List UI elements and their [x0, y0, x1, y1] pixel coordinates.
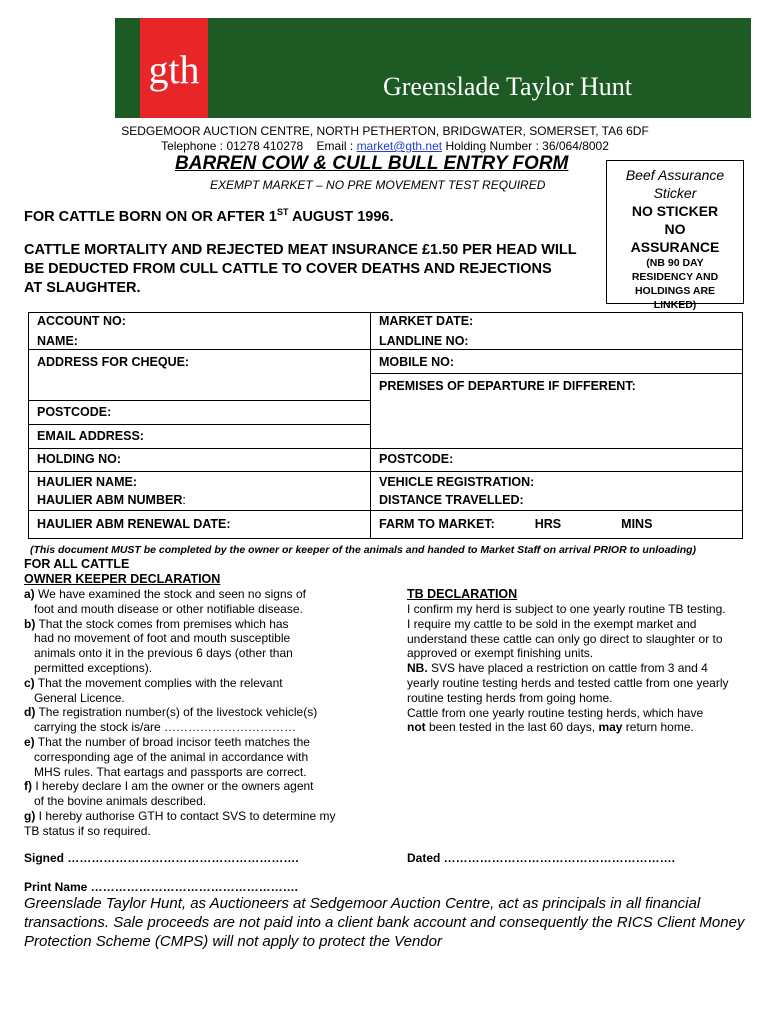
haulier-name-label: HAULIER NAME:	[37, 475, 137, 489]
company-name: Greenslade Taylor Hunt	[383, 72, 632, 101]
born-after-sup: ST	[276, 207, 289, 217]
declaration-item-key: b)	[24, 616, 36, 631]
insurance-line-1: CATTLE MORTALITY AND REJECTED MEAT INSURANCE £1.50 PER HEAD WILL	[24, 242, 577, 258]
declaration-item-text: I hereby declare I am the owner or the owners agent	[35, 779, 314, 794]
born-after-line	[24, 207, 393, 225]
address-cell[interactable]	[29, 350, 371, 401]
owner-declaration-line: corresponding age of the animal in accordance with	[34, 749, 309, 764]
owner-declaration-line: foot and mouth disease or other notifiable disease.	[34, 601, 303, 616]
tb-line: routine testing herds from going home.	[407, 690, 613, 705]
tb-declaration-text	[407, 602, 752, 735]
declaration-item-text: We have examined the stock and seen no signs of	[38, 587, 306, 601]
telephone-text: Telephone : 01278 410278 Email :	[161, 139, 357, 153]
tb-line: Cattle from one yearly routine testing herds, which have	[407, 705, 704, 720]
postcode2-cell[interactable]	[371, 449, 743, 472]
declaration-item-text: The registration number(s) of the livestock vehicle(s)	[38, 705, 318, 720]
account-name-cell[interactable]	[29, 313, 371, 350]
distance-label: DISTANCE TRAVELLED:	[379, 493, 524, 507]
declaration-item-key: d)	[24, 705, 36, 720]
email-link[interactable]: market@gth.net	[356, 139, 443, 153]
declaration-item-text: I hereby authorise GTH to contact SVS to determine my	[38, 808, 336, 823]
tb-declaration-heading: TB DECLARATION	[407, 587, 518, 601]
declaration-item-text: That the movement complies with the relevant	[37, 675, 283, 690]
owner-declaration-line: TB status if so required.	[24, 823, 151, 838]
insurance-line-3: AT SLAUGHTER.	[24, 280, 141, 296]
form-subtitle: EXEMPT MARKET – NO PRE MOVEMENT TEST REQUIRED	[210, 178, 546, 192]
tb-line-end: return home.	[622, 720, 694, 735]
premises-label: PREMISES OF DEPARTURE IF DIFFERENT:	[379, 379, 636, 393]
tb-nb: NB.	[407, 661, 428, 676]
owner-declaration-line	[24, 705, 384, 720]
born-after-text: FOR CATTLE BORN ON OR AFTER 1	[24, 208, 277, 225]
declaration-item-key: c)	[24, 675, 35, 690]
tb-line-text: been tested in the last 60 days,	[425, 720, 599, 735]
vehicle-cell[interactable]	[371, 472, 743, 511]
tb-line: understand these cattle can only go direct to slaughter or to	[407, 631, 723, 646]
declaration-item-text: That the stock comes from premises which has	[38, 616, 289, 631]
landline-label: LANDLINE NO:	[379, 334, 469, 348]
print-name-line[interactable]: Print Name …………………………………………….	[24, 880, 299, 894]
dated-line[interactable]: Dated ………………………………………………….	[407, 851, 676, 865]
haulier-cell[interactable]	[29, 472, 371, 511]
sticker-note-1: (NB 90 DAY	[646, 257, 704, 269]
completion-note: (This document MUST be completed by the owner or keeper of the animals and handed to Market Staff on arrival PRIOR to unloading)	[30, 544, 697, 556]
tb-line: I require my cattle to be sold in the exempt market and	[407, 616, 697, 631]
holding-number: Holding Number : 36/064/8002	[442, 139, 609, 153]
signed-line[interactable]: Signed ………………………………………………….	[24, 851, 299, 865]
market-date-label: MARKET DATE:	[379, 314, 474, 328]
sticker-no-sticker: NO STICKER	[631, 203, 719, 219]
abm-renewal-cell[interactable]	[29, 511, 371, 539]
for-all-cattle: FOR ALL CATTLE	[24, 557, 130, 571]
declaration-item-key: f)	[24, 779, 32, 794]
entry-form-table	[28, 312, 743, 539]
haulier-abm-colon: :	[182, 493, 186, 507]
sticker-subtitle: Sticker	[653, 185, 697, 201]
sticker-note-4: LINKED)	[653, 299, 697, 311]
owner-declaration-line: permitted exceptions).	[34, 660, 153, 675]
owner-declaration-line	[24, 587, 384, 602]
postcode-label: POSTCODE:	[37, 405, 112, 419]
abm-renewal-label: HAULIER ABM RENEWAL DATE:	[37, 517, 231, 531]
tb-line: yearly routine testing herds and tested cattle from one yearly	[407, 675, 729, 690]
beef-assurance-sticker-box	[606, 160, 744, 311]
form-title: BARREN COW & CULL BULL ENTRY FORM	[175, 153, 569, 174]
owner-declaration-line: animals onto it in the previous 6 days (other than	[34, 646, 293, 661]
owner-declaration-heading: OWNER KEEPER DECLARATION	[24, 572, 221, 586]
tb-nb-text: SVS have placed a restriction on cattle from 3 and 4	[427, 661, 708, 676]
account-label: ACCOUNT NO:	[37, 314, 126, 328]
tb-may: may	[598, 720, 623, 735]
mobile-cell[interactable]	[371, 350, 743, 374]
declaration-item-key: a)	[24, 587, 35, 601]
holding-cell[interactable]	[29, 449, 371, 472]
owner-declaration-list	[24, 587, 384, 839]
email-cell[interactable]	[29, 425, 371, 449]
sticker-no: NO	[664, 221, 686, 237]
owner-declaration-line: of the bovine animals described.	[34, 794, 207, 809]
tb-line	[407, 661, 752, 676]
owner-declaration-line	[24, 617, 384, 632]
tb-not: not	[407, 720, 426, 735]
insurance-line-2: BE DEDUCTED FROM CULL CATTLE TO COVER DEATHS AND REJECTIONS	[24, 261, 552, 277]
cmps-footer: Greenslade Taylor Hunt, as Auctioneers at Sedgemoor Auction Centre, act as principals in all financial transactions. Sale proceeds are not paid into a client bank account and consequently the RICS Client Money Protection Scheme (CMPS) will not apply to protect the Vendor	[24, 895, 745, 950]
mins-label: MINS	[621, 517, 653, 531]
farm-to-market-label: FARM TO MARKET:	[379, 517, 495, 531]
market-landline-cell[interactable]	[371, 313, 743, 350]
contact-line	[0, 139, 770, 153]
haulier-abm-number-label	[37, 492, 370, 508]
declaration-item-text: That the number of broad incisor teeth matches the	[37, 734, 310, 749]
sticker-note-3: HOLDINGS ARE	[634, 285, 716, 297]
owner-declaration-line: had no movement of foot and mouth susceptible	[34, 631, 291, 646]
address-label: ADDRESS FOR CHEQUE:	[37, 355, 190, 369]
haulier-abm-text: HAULIER ABM NUMBER	[37, 493, 183, 507]
postcode2-label: POSTCODE:	[379, 452, 454, 466]
brand-banner	[115, 18, 751, 118]
hrs-label: HRS	[534, 517, 562, 531]
mobile-label: MOBILE NO:	[379, 355, 454, 369]
owner-declaration-line	[24, 676, 384, 691]
tb-line: I confirm my herd is subject to one yearly routine TB testing.	[407, 602, 726, 616]
sticker-note-2: RESIDENCY AND	[631, 271, 719, 283]
premises-cell[interactable]	[371, 374, 743, 449]
holding-label: HOLDING NO:	[37, 452, 122, 466]
sticker-title: Beef Assurance	[625, 167, 725, 183]
farm-to-market-cell[interactable]	[371, 511, 743, 539]
postcode-cell[interactable]	[29, 401, 371, 425]
email-label: EMAIL ADDRESS:	[37, 429, 144, 443]
born-after-date: AUGUST 1996.	[288, 208, 394, 225]
tb-line: approved or exempt finishing units.	[407, 646, 594, 661]
owner-declaration-line	[24, 809, 384, 824]
declaration-item-key: g)	[24, 808, 36, 823]
logo: gth	[148, 47, 200, 92]
owner-declaration-line: MHS rules. That eartags and passports are correct.	[34, 764, 307, 779]
name-label: NAME:	[37, 334, 78, 348]
declaration-item-key: e)	[24, 734, 35, 749]
owner-declaration-line: carrying the stock is/are ……………………………	[34, 720, 297, 735]
owner-declaration-line: General Licence.	[34, 690, 125, 705]
vehicle-label: VEHICLE REGISTRATION:	[379, 475, 535, 489]
owner-declaration-line	[24, 779, 384, 794]
tb-line	[407, 720, 752, 735]
sticker-assurance: ASSURANCE	[630, 239, 720, 255]
owner-declaration-line	[24, 735, 384, 750]
address-line: SEDGEMOOR AUCTION CENTRE, NORTH PETHERTON, BRIDGWATER, SOMERSET, TA6 6DF	[121, 124, 649, 138]
